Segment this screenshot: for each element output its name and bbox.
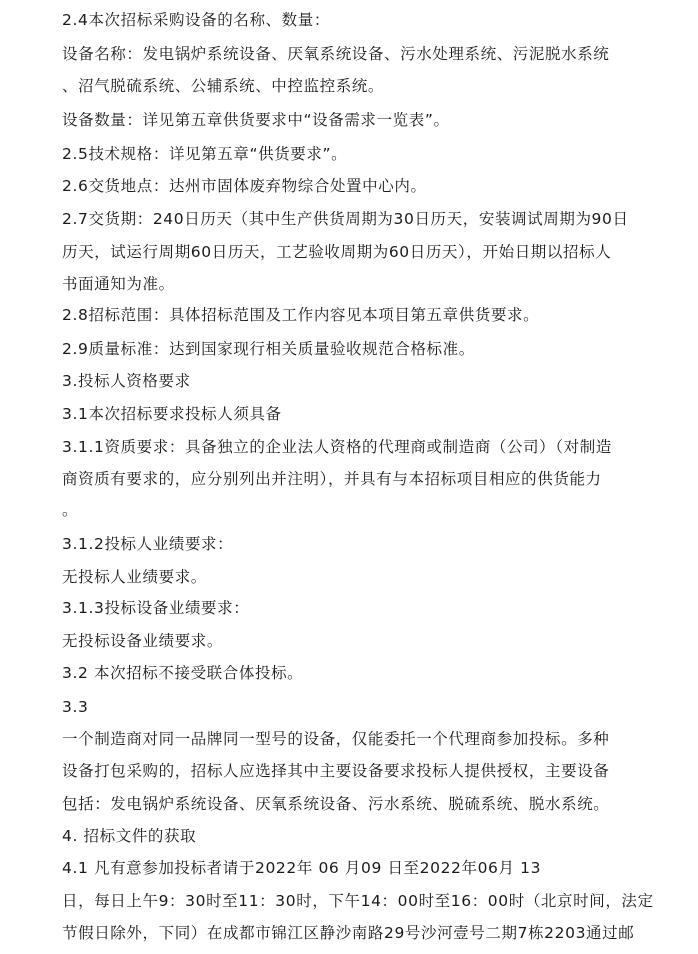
- text-line-4-heading: 4. 招标文件的获取: [62, 827, 197, 845]
- text-line-2-8-scope: 2.8招标范围：具体招标范围及工作内容见本项目第五章供货要求。: [62, 306, 540, 324]
- text-line-equipment-names-cont: 、沼气脱硫系统、公辅系统、中控监控系统。: [62, 77, 385, 95]
- text-line-3-1: 3.1本次招标要求投标人须具备: [62, 405, 282, 423]
- text-line-3-1-1-end: 。: [62, 501, 79, 519]
- text-line-3-3-body-end: 包括：发电锅炉系统设备、厌氧系统设备、污水系统、脱硫系统、脱水系统。: [62, 795, 610, 813]
- text-line-equipment-quantity: 设备数量：详见第五章供货要求中“设备需求一览表”。: [62, 111, 450, 129]
- text-line-2-6-location: 2.6交货地点：达州市固体废弃物综合处置中心内。: [62, 177, 427, 195]
- text-line-3-3-body-cont: 设备打包采购的，招标人应选择其中主要设备要求投标人提供授权，主要设备: [62, 762, 610, 780]
- text-line-2-4-heading: 2.4本次招标采购设备的名称、数量：: [62, 11, 330, 29]
- text-line-4-1: 4.1 凡有意参加投标者请于2022年 06 月09 日至2022年06月 13: [62, 859, 542, 877]
- text-line-3-3: 3.3: [62, 698, 89, 716]
- text-line-3-heading: 3.投标人资格要求: [62, 372, 191, 390]
- text-line-3-1-3-value: 无投标设备业绩要求。: [62, 632, 224, 650]
- text-line-3-1-2-value: 无投标人业绩要求。: [62, 568, 207, 586]
- text-line-3-3-body: 一个制造商对同一品牌同一型号的设备，仅能委托一个代理商参加投标。多种: [62, 730, 610, 748]
- text-line-3-2: 3.2 本次招标不接受联合体投标。: [62, 664, 304, 682]
- text-line-2-7-delivery: 2.7交货期：240日历天（其中生产供货周期为30日历天，安装调试周期为90日: [62, 210, 629, 228]
- text-line-3-1-1: 3.1.1资质要求：具备独立的企业法人资格的代理商或制造商（公司）（对制造: [62, 438, 612, 456]
- text-line-3-1-1-cont: 商资质有要求的，应分别列出并注明），并具有与本招标项目相应的供货能力: [62, 470, 602, 488]
- text-line-3-1-2: 3.1.2投标人业绩要求：: [62, 535, 234, 553]
- text-line-2-5-spec: 2.5技术规格：详见第五章“供货要求”。: [62, 145, 348, 163]
- text-line-equipment-names: 设备名称：发电锅炉系统设备、厌氧系统设备、污水处理系统、污泥脱水系统: [62, 45, 610, 63]
- text-line-4-1-cont: 日，每日上午9：30时至11：30时，下午14：00时至16：00时（北京时间，法定: [62, 892, 654, 910]
- text-line-2-9-quality: 2.9质量标准：达到国家现行相关质量验收规范合格标准。: [62, 340, 475, 358]
- text-line-2-7-delivery-end: 书面通知为准。: [62, 275, 175, 293]
- text-line-3-1-3: 3.1.3投标设备业绩要求：: [62, 599, 250, 617]
- text-line-2-7-delivery-cont: 历天，试运行周期60日历天，工艺验收周期为60日历天），开始日期以招标人: [62, 243, 612, 261]
- text-line-4-1-end: 节假日除外，下同）在成都市锦江区静沙南路29号沙河壹号二期7栋2203通过邮: [62, 924, 635, 942]
